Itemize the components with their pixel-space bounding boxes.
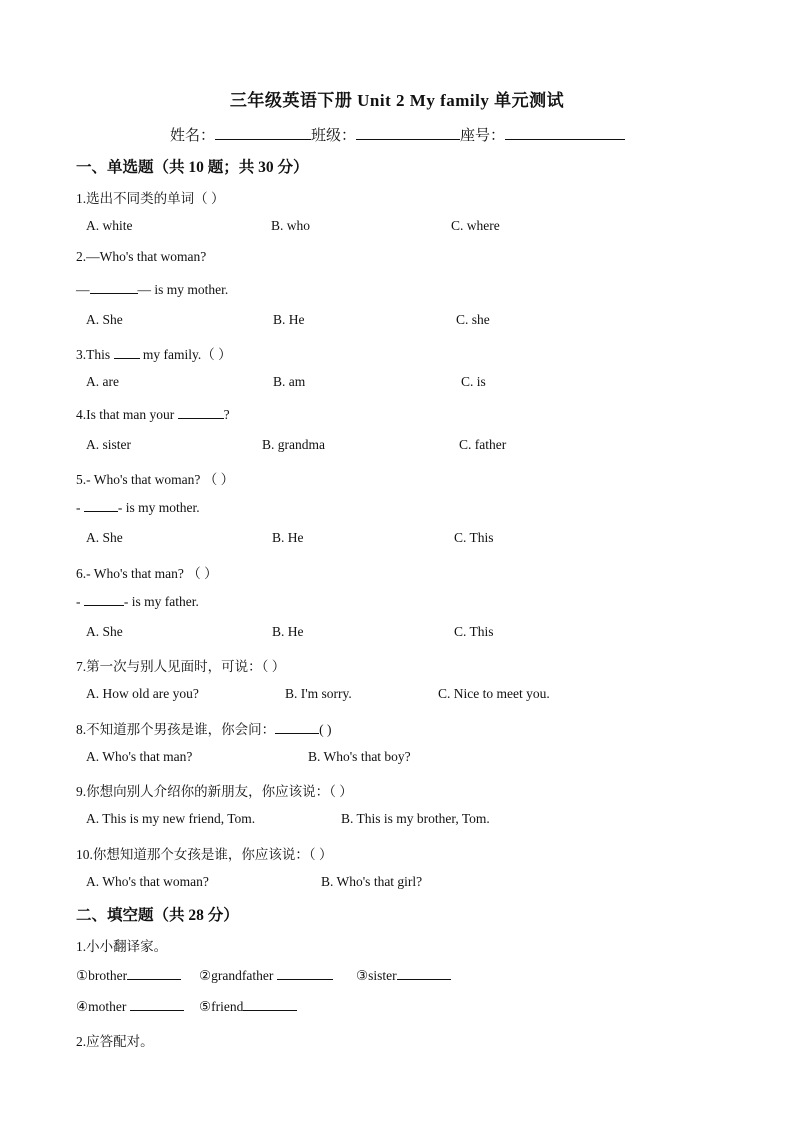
name-label: 姓名： [170, 128, 216, 144]
q7-option-a[interactable]: A. How old are you? [86, 686, 199, 701]
question-3: 3.This my family.（ ） [76, 347, 232, 362]
q8-answer-blank[interactable] [275, 721, 319, 734]
translate-item-2: ②grandfather [199, 967, 333, 984]
q9-option-b[interactable]: B. This is my brother, Tom. [341, 811, 490, 826]
q6-answer-blank[interactable] [84, 593, 124, 606]
question-10: 10.你想知道那个女孩是谁，你应该说：（ ） [76, 847, 333, 862]
seat-blank[interactable] [505, 125, 625, 140]
translate-blank-3[interactable] [397, 967, 451, 980]
question-2-line-2: — — is my mother. [76, 282, 229, 297]
q3-option-b[interactable]: B. am [273, 374, 306, 389]
q4-answer-blank[interactable] [178, 406, 224, 419]
question-6: 6.- Who's that man? （ ） [76, 566, 218, 581]
page-title: 三年级英语下册 Unit 2 My family 单元测试 [229, 91, 565, 110]
translate-item-4: ④mother [76, 998, 184, 1015]
question-4: 4.Is that man your ? [76, 407, 230, 422]
translate-item-1: ①brother [76, 967, 181, 984]
translate-blank-2[interactable] [277, 967, 333, 980]
s2-question-1: 1.小小翻译家。 [76, 939, 168, 954]
question-1: 1.选出不同类的单词（ ） [76, 191, 225, 206]
section2-heading: 二、填空题（共 28 分） [76, 907, 239, 924]
q7-option-c[interactable]: C. Nice to meet you. [438, 686, 550, 701]
q1-option-b[interactable]: B. who [271, 218, 311, 233]
q7-option-b[interactable]: B. I'm sorry. [285, 686, 352, 701]
translate-blank-4[interactable] [130, 998, 184, 1011]
class-blank[interactable] [356, 125, 460, 140]
question-5-line-2: - - is my mother. [76, 500, 200, 515]
q5-option-c[interactable]: C. This [454, 530, 494, 545]
q5-option-b[interactable]: B. He [272, 530, 304, 545]
q6-option-c[interactable]: C. This [454, 624, 494, 639]
translate-item-3: ③sister [356, 967, 451, 984]
question-9: 9.你想向别人介绍你的新朋友，你应该说：（ ） [76, 784, 353, 799]
seat-label: 座号： [460, 128, 506, 144]
q8-option-b[interactable]: B. Who's that boy? [308, 749, 411, 764]
q2-option-b[interactable]: B. He [273, 312, 305, 327]
question-6-line-2: - - is my father. [76, 594, 199, 609]
q4-option-a[interactable]: A. sister [86, 437, 131, 452]
q3-answer-blank[interactable] [114, 346, 140, 359]
q4-option-b[interactable]: B. grandma [262, 437, 325, 452]
translate-item-5: ⑤friend [199, 998, 297, 1015]
q4-option-c[interactable]: C. father [459, 437, 507, 452]
class-label: 班级： [311, 128, 357, 144]
q1-option-a[interactable]: A. white [86, 218, 133, 233]
q2-answer-blank[interactable] [90, 281, 138, 294]
s2-question-2: 2.应答配对。 [76, 1034, 154, 1049]
question-5: 5.- Who's that woman? （ ） [76, 472, 235, 487]
q5-option-a[interactable]: A. She [86, 530, 123, 545]
q10-option-a[interactable]: A. Who's that woman? [86, 874, 209, 889]
translate-blank-1[interactable] [127, 967, 181, 980]
q10-option-b[interactable]: B. Who's that girl? [321, 874, 423, 889]
translate-blank-5[interactable] [243, 998, 297, 1011]
q3-option-a[interactable]: A. are [86, 374, 119, 389]
q8-option-a[interactable]: A. Who's that man? [86, 749, 193, 764]
q6-option-a[interactable]: A. She [86, 624, 123, 639]
section1-heading: 一、单选题（共 10 题；共 30 分） [76, 159, 309, 176]
question-7: 7.第一次与别人见面时，可说：（ ） [76, 659, 286, 674]
question-8: 8.不知道那个男孩是谁，你会问： ( ) [76, 722, 332, 737]
q2-option-a[interactable]: A. She [86, 312, 123, 327]
q2-option-c[interactable]: C. she [456, 312, 490, 327]
student-info [170, 124, 625, 145]
name-blank[interactable] [215, 125, 311, 140]
question-2: 2.—Who's that woman? [76, 249, 207, 264]
q6-option-b[interactable]: B. He [272, 624, 304, 639]
q5-answer-blank[interactable] [84, 499, 118, 512]
q9-option-a[interactable]: A. This is my new friend, Tom. [86, 811, 256, 826]
q1-option-c[interactable]: C. where [451, 218, 500, 233]
q3-option-c[interactable]: C. is [461, 374, 486, 389]
